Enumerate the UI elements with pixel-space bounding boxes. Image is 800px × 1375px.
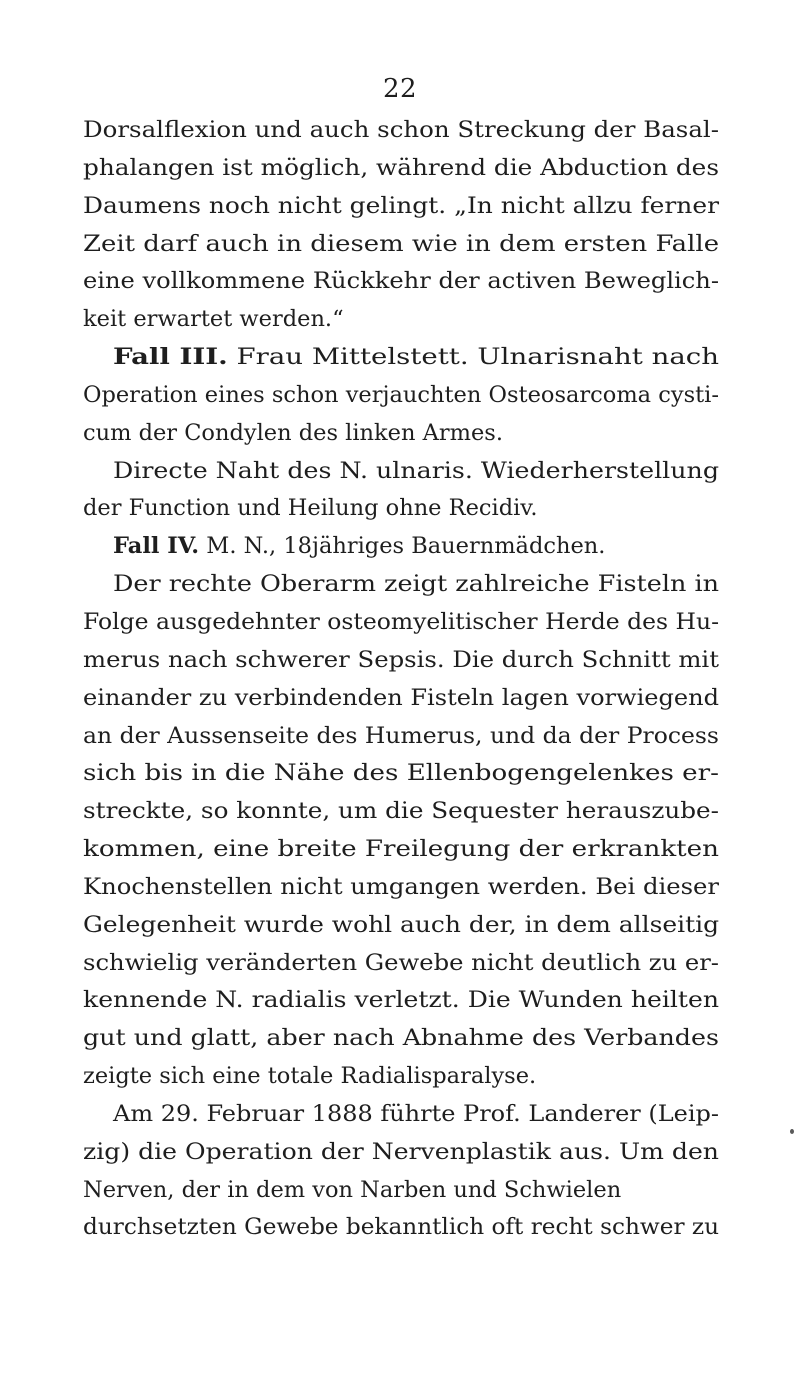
text-line	[83, 982, 719, 1020]
stray-ink-mark	[790, 1129, 794, 1134]
text-segment: schwielig veränderten Gewebe nicht deutlich zu er-	[83, 949, 719, 976]
text-segment: Der rechte Oberarm zeigt zahlreiche Fisteln in	[113, 571, 720, 598]
text-line-content	[83, 112, 719, 150]
text-line	[83, 263, 719, 301]
text-line-content	[83, 604, 719, 642]
text-line	[83, 1172, 719, 1210]
text-line-content	[83, 1020, 719, 1058]
text-segment: an der Aussenseite des Humerus, und da der Process	[83, 722, 719, 749]
text-line	[83, 339, 719, 377]
text-segment: einander zu verbindenden Fisteln lagen vorwiegend	[83, 684, 720, 711]
text-line	[83, 1209, 719, 1247]
text-segment: zeigte sich eine totale Radialisparalyse.	[83, 1063, 537, 1090]
text-line-content	[83, 301, 344, 339]
text-line	[83, 377, 719, 415]
text-segment: durchsetzten Gewebe bekanntlich oft recht schwer zu	[83, 1214, 720, 1241]
text-line	[83, 680, 719, 718]
text-line-content	[83, 1172, 621, 1210]
text-segment: Gelegenheit wurde wohl auch der, in dem allseitig	[83, 911, 720, 938]
text-line-content	[83, 490, 538, 528]
text-line-content	[83, 1058, 536, 1096]
text-line	[83, 604, 719, 642]
text-line	[83, 566, 719, 604]
text-segment: Directe Naht des N. ulnaris. Wiederherstellung	[113, 457, 720, 484]
text-line-content	[83, 680, 719, 718]
text-segment: Frau Mittelstett. Ulnarisnaht nach	[227, 344, 719, 371]
text-segment: Folge ausgedehnter osteomyelitischer Herde des Hu-	[83, 608, 720, 635]
text-line	[83, 869, 719, 907]
text-line	[83, 226, 719, 264]
text-segment: Am 29. Februar 1888 führte Prof. Landerer (Leip-	[113, 1100, 720, 1127]
text-line	[83, 1134, 719, 1172]
text-line	[83, 112, 719, 150]
text-line-content	[83, 1134, 719, 1172]
text-line	[83, 188, 719, 226]
text-segment: sich bis in die Nähe des Ellenbogengelenkes er-	[83, 760, 719, 787]
text-segment: der Function und Heilung ohne Recidiv.	[83, 495, 538, 522]
text-line	[83, 301, 719, 339]
text-line-content	[113, 1096, 719, 1134]
text-line-content	[113, 339, 719, 377]
text-segment: Dorsalflexion und auch schon Streckung der Basal-	[83, 117, 720, 143]
text-line-content	[83, 718, 719, 756]
text-line	[83, 1058, 719, 1096]
text-line	[83, 453, 719, 491]
text-segment: Knochenstellen nicht umgangen werden. Bei dieser	[83, 873, 720, 900]
text-line-content	[83, 755, 719, 793]
text-segment: eine vollkommene Rückkehr der activen Beweglich-	[83, 268, 720, 295]
text-segment: cum der Condylen des linken Armes.	[83, 419, 503, 446]
text-line-content	[83, 869, 719, 907]
text-line	[83, 945, 719, 983]
case-heading: Fall IV.	[113, 533, 200, 560]
text-segment: kommen, eine breite Freilegung der erkrankten	[83, 836, 719, 863]
text-line-content	[83, 831, 719, 869]
text-line-content	[113, 566, 719, 604]
text-line-content	[83, 642, 719, 680]
text-line	[83, 150, 719, 188]
text-line-content	[83, 907, 719, 945]
text-segment: phalangen ist möglich, während die Abduction des	[83, 154, 719, 181]
text-line-content	[113, 453, 719, 491]
text-segment: kennende N. radialis verletzt. Die Wunden heilten	[83, 987, 719, 1014]
text-segment: merus nach schwerer Sepsis. Die durch Schnitt mit	[83, 646, 719, 673]
text-line-content	[83, 226, 719, 264]
text-line	[83, 907, 719, 945]
text-segment: Zeit darf auch in diesem wie in dem ersten Falle	[83, 230, 720, 257]
text-line	[83, 490, 719, 528]
text-line-content	[83, 377, 719, 415]
text-line-content	[83, 150, 719, 188]
text-segment: keit erwartet werden.“	[83, 306, 344, 333]
text-line-content	[113, 528, 605, 566]
text-segment: Daumens noch nicht gelingt. „In nicht allzu ferner	[83, 192, 719, 219]
text-segment: streckte, so konnte, um die Sequester herauszube-	[83, 798, 719, 825]
text-line-content	[83, 263, 719, 301]
text-line-content	[83, 188, 719, 226]
text-line	[83, 415, 719, 453]
text-line	[83, 1096, 719, 1134]
text-line-content	[83, 793, 719, 831]
text-line-content	[83, 982, 719, 1020]
body-text	[83, 112, 719, 1247]
text-line-content	[83, 945, 719, 983]
text-segment: gut und glatt, aber nach Abnahme des Verbandes	[83, 1025, 719, 1052]
text-segment: Operation eines schon verjauchten Osteosarcoma cysti-	[83, 381, 719, 408]
text-line-content	[83, 1209, 719, 1247]
text-segment: M. N., 18jähriges Bauernmädchen.	[199, 533, 606, 560]
text-line-content	[83, 415, 503, 453]
text-line	[83, 755, 719, 793]
page-number: 22	[382, 74, 418, 104]
text-line	[83, 831, 719, 869]
case-heading: Fall III.	[113, 344, 228, 371]
text-line	[83, 642, 719, 680]
text-line	[83, 793, 719, 831]
text-segment: Nerven, der in dem von Narben und Schwielen	[83, 1176, 622, 1203]
text-segment: zig) die Operation der Nervenplastik aus. Um den	[83, 1138, 719, 1165]
text-line	[83, 718, 719, 756]
text-line	[83, 528, 719, 566]
text-line	[83, 1020, 719, 1058]
